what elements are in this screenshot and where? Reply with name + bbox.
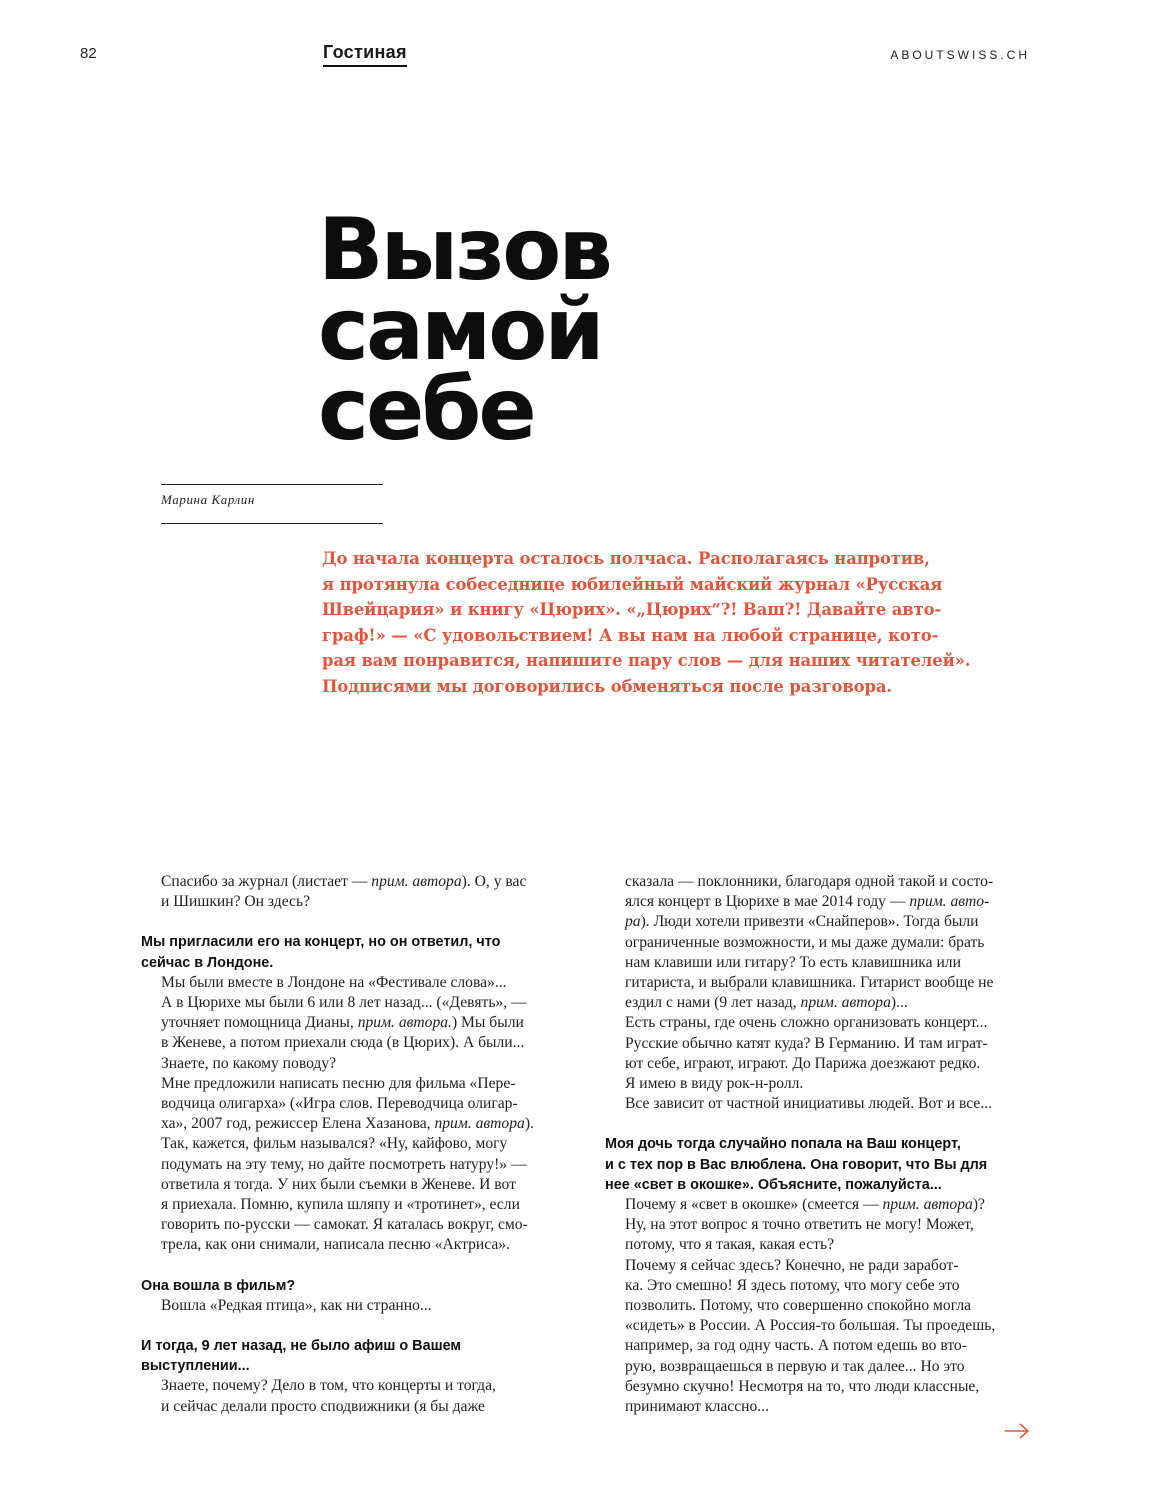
body-line: ответила я тогда. У них были съемки в Женеве. И вот	[161, 1175, 516, 1193]
interview-question: сейчас в Лондоне.	[141, 954, 274, 971]
lead-paragraph	[322, 546, 972, 700]
body-line: подумать на эту тему, но дайте посмотреть натуру!» —	[161, 1155, 527, 1173]
page-number: 82	[80, 45, 97, 62]
body-line: Почему я «свет в окошке» (смеется — прим. автора)?	[625, 1196, 985, 1214]
lead-line: рая вам понравится, напишите пару слов — для наших читателей».	[322, 651, 971, 671]
body-line: «сидеть» в России. А Россия-то большая. Ты проедешь,	[625, 1317, 996, 1335]
body-line: ха», 2007 год, режиссер Елена Хазанова, прим. автора).	[161, 1115, 534, 1133]
arrow-right-icon[interactable]	[1004, 1421, 1030, 1441]
author-note: прим. автора	[882, 1196, 973, 1214]
body-line: ялся концерт в Цюрихе в мае 2014 году — прим. авто-	[625, 893, 990, 911]
body-line: и сейчас делали просто сподвижники (я бы даже	[161, 1397, 485, 1415]
author-note: прим. автора	[800, 994, 891, 1012]
right-column	[605, 872, 1032, 1417]
interview-question: и с тех пор в Вас влюблена. Она говорит, что Вы для	[605, 1156, 988, 1173]
body-line: позволить. Потому, что совершенно спокойно могла	[625, 1297, 972, 1315]
author-note: прим. автора	[434, 1115, 525, 1133]
body-line: например, за год одну часть. А потом едешь во вто-	[625, 1337, 967, 1355]
author-note: прим. автора	[371, 873, 462, 890]
body-line: Спасибо за журнал (листает — прим. автора). О, у вас	[161, 873, 527, 890]
lead-line: Швейцария» и книгу «Цюрих». «„Цюрих“?! Ваш?! Давайте авто-	[322, 600, 942, 620]
body-line: Знаете, по какому поводу?	[161, 1054, 337, 1072]
headline-line: себе	[318, 360, 534, 460]
body-line: ездил с нами (9 лет назад, прим. автора)...	[625, 994, 908, 1012]
body-line: Я имею в виду рок-н-ролл.	[625, 1075, 804, 1093]
left-column	[141, 872, 568, 1417]
interview-question: Мы пригласили его на концерт, но он ответил, что	[141, 934, 501, 951]
body-line: уточняет помощница Дианы, прим. автора.) Мы были	[161, 1014, 524, 1032]
headline-line: самой	[318, 280, 602, 380]
body-line: водчица олигарха» («Игра слов. Переводчица олигар-	[161, 1095, 518, 1113]
article-headline	[318, 200, 610, 460]
body-line: говорить по-русски — самокат. Я каталась вокруг, смо-	[161, 1216, 528, 1234]
body-line: ют себе, играют, играют. До Парижа доезжают редко.	[625, 1054, 981, 1072]
author-note: прим. авто-	[909, 893, 990, 911]
body-line: Почему я сейчас здесь? Конечно, не ради заработ-	[625, 1256, 959, 1274]
body-line: потому, что я такая, какая есть?	[625, 1236, 834, 1254]
section-title[interactable]: Гостиная	[323, 42, 407, 67]
body-line: Мы были вместе в Лондоне на «Фестивале слова»...	[161, 973, 507, 991]
body-line: нам клавиши или гитару? То есть клавишника или	[625, 953, 961, 971]
body-line: Русские обычно катят куда? В Германию. И там играт-	[625, 1034, 988, 1052]
body-line: Все зависит от частной инициативы людей. Вот и все...	[625, 1095, 993, 1113]
lead-line: До начала концерта осталось полчаса. Располагаясь напротив,	[322, 549, 930, 568]
body-line: трела, как они снимали, написала песню «Актриса».	[161, 1236, 510, 1254]
lead-line: Подписями мы договорились обменяться после разговора.	[322, 676, 892, 696]
body-line: и Шишкин? Он здесь?	[161, 893, 310, 911]
interview-question: нее «свет в окошке». Объясните, пожалуйста...	[605, 1176, 942, 1193]
body-line: А в Цюрихе мы были 6 или 8 лет назад... («Девять», —	[161, 994, 527, 1012]
body-line: в Женеве, а потом приехали сюда (в Цюрих). А были...	[161, 1034, 525, 1052]
interview-question: Моя дочь тогда случайно попала на Ваш концерт,	[605, 1136, 961, 1153]
body-line: Так, кажется, фильм назывался? «Ну, кайфово, могу	[161, 1135, 508, 1153]
body-line: сказала — поклонники, благодаря одной такой и состо-	[625, 873, 994, 890]
body-line: я приехала. Помню, купила шляпу и «тротинет», если	[161, 1196, 520, 1214]
interview-question: Она вошла в фильм?	[141, 1277, 296, 1294]
headline-line: Вызов	[318, 200, 610, 300]
body-line: рую, возвращаешься в первую и так далее... Но это	[625, 1357, 965, 1375]
interview-question: И тогда, 9 лет назад, не было афиш о Вашем	[141, 1338, 462, 1355]
body-line: Знаете, почему? Дело в том, что концерты и тогда,	[161, 1377, 496, 1395]
body-line: ограниченные возможности, и мы даже думали: брать	[625, 933, 985, 951]
body-line: Ну, на этот вопрос я точно ответить не могу! Может,	[625, 1216, 974, 1234]
lead-line: граф!» — «С удовольствием! А вы нам на любой странице, кото-	[322, 625, 939, 645]
interview-question: выступлении...	[141, 1358, 250, 1375]
author-note: прим. автора.	[357, 1014, 452, 1032]
site-url[interactable]: ABOUTSWISS.CH	[890, 48, 1030, 62]
body-line: Мне предложили написать песню для фильма «Пере-	[161, 1074, 516, 1092]
lead-line: я протянула собеседнице юбилейный майский журнал «Русская	[322, 574, 943, 594]
body-line: безумно скучно! Несмотря на то, что люди классные,	[625, 1377, 980, 1395]
body-line: гитариста, и выбрали клавишника. Гитарист вообще не	[625, 974, 994, 992]
body-line: ка. Это смешно! Я здесь потому, что могу себе это	[625, 1276, 960, 1294]
body-line: Вошла «Редкая птица», как ни странно...	[161, 1296, 432, 1314]
author-note: ра	[625, 913, 641, 931]
author-name: Марина Карлин	[161, 492, 255, 507]
body-line: ра). Люди хотели привезти «Снайперов». Тогда были	[625, 913, 979, 931]
body-line: принимают классно...	[625, 1398, 769, 1416]
byline-box	[161, 484, 383, 524]
body-line: Есть страны, где очень сложно организовать концерт...	[625, 1014, 988, 1032]
